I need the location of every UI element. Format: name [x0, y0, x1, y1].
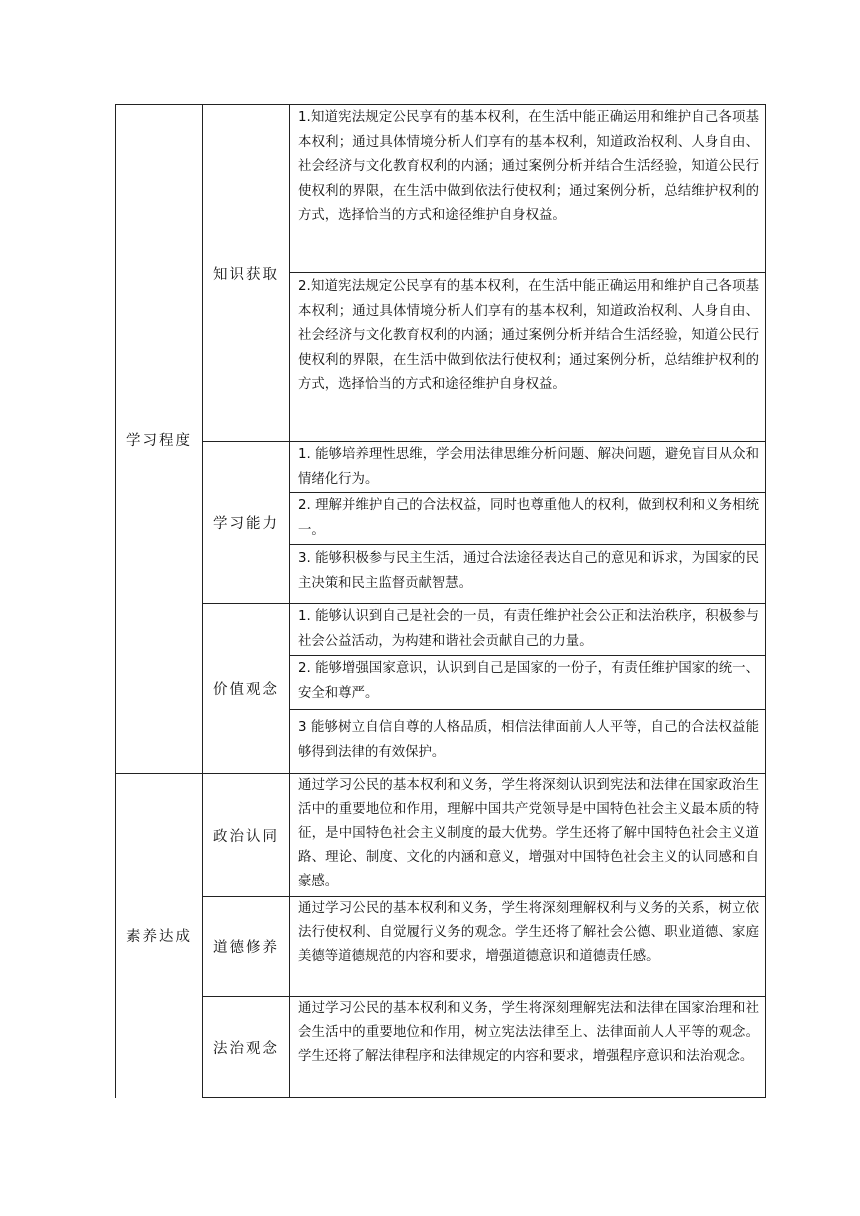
- values-item-2: 2. 能够增强国家意识，认识到自己是国家的一份子，有责任维护国家的统一、安全和尊严。: [298, 661, 759, 701]
- ability-item-1: 1. 能够培养理性思维，学会用法律思维分析问题、解决问题，避免盲目从众和情绪化行为。: [298, 447, 759, 487]
- group-label-knowledge: 知识获取: [213, 266, 279, 283]
- table-bottom-border: [202, 1097, 766, 1098]
- moral-item: 通过学习公民的基本权利和义务，学生将深刻理解权利与义务的关系，树立依法行使权利、自觉履行义务的观念。学生还将了解社会公德、职业道德、家庭美德等道德规范的内容和要求，增强道德意识和道德责任感。: [298, 901, 759, 964]
- table-right-border: [765, 104, 766, 1098]
- group-label-ability: 学习能力: [213, 516, 279, 532]
- row-divider: [289, 492, 766, 493]
- group-label-legal: 法治观念: [213, 1040, 279, 1057]
- values-item-3: 3 能够树立自信自尊的人格品质，相信法律面前人人平等，自己的合法权益能够得到法律的有效保护。: [298, 720, 759, 760]
- row-divider: [289, 709, 766, 710]
- group-label-moral: 道德修养: [213, 940, 279, 956]
- legal-item: 通过学习公民的基本权利和义务，学生将深刻理解宪法和法律在国家治理和社会生活中的重要地位和作用，树立宪法法律至上、法律面前人人平等的观念。学生还将了解法律程序和法律规定的内容和要求，增强程序意识和法治观念。: [298, 1001, 759, 1064]
- knowledge-item-2: 2.知道宪法规定公民享有的基本权利，在生活中能正确运用和维护自己各项基本权利；通过具体情境分析人们享有的基本权利，知道政治权利、人身自由、社会经济与文化教育权利的内涵；通过案例分析并结合生活经验，知道公民行使权利的界限，在生活中做到依法行使权利；通过案例分析，总结维护权利的方式，选择恰当的方式和途径维护自身权益。: [298, 279, 759, 392]
- row-divider: [289, 655, 766, 656]
- ability-item-3: 3. 能够积极参与民主生活，通过合法途径表达自己的意见和诉求，为国家的民主决策和民主监督贡献智慧。: [298, 551, 759, 591]
- group-label-political: 政治认同: [213, 828, 279, 845]
- ability-item-2: 2. 理解并维护自己的合法权益，同时也尊重他人的权利，做到权利和义务相统一。: [298, 498, 759, 538]
- political-item: 通过学习公民的基本权利和义务，学生将深刻认识到宪法和法律在国家政治生活中的重要地位和作用，理解中国共产党领导是中国特色社会主义最本质的特征，是中国特色社会主义制度的最大优势。学生还将了解中国特色社会主义道路、理论、制度、文化的内涵和意义，增强对中国特色社会主义的认同感和自豪感。: [298, 778, 759, 889]
- section-label-learning-level: 学习程度: [126, 432, 192, 449]
- row-divider: [289, 544, 766, 545]
- group-label-values: 价值观念: [213, 682, 279, 698]
- section-label-literacy: 素养达成: [126, 929, 192, 945]
- values-item-1: 1. 能够认识到自己是社会的一员，有责任维护社会公正和法治秩序，积极参与社会公益活动，为构建和谐社会贡献自己的力量。: [298, 609, 759, 649]
- knowledge-item-1: 1.知道宪法规定公民享有的基本权利，在生活中能正确运用和维护自己各项基本权利；通过具体情境分析人们享有的基本权利，知道政治权利、人身自由、社会经济与文化教育权利的内涵；通过案例分析并结合生活经验，知道公民行使权利的界限，在生活中做到依法行使权利；通过案例分析，总结维护权利的方式，选择恰当的方式和途径维护自身权益。: [298, 110, 759, 223]
- row-divider: [289, 272, 766, 273]
